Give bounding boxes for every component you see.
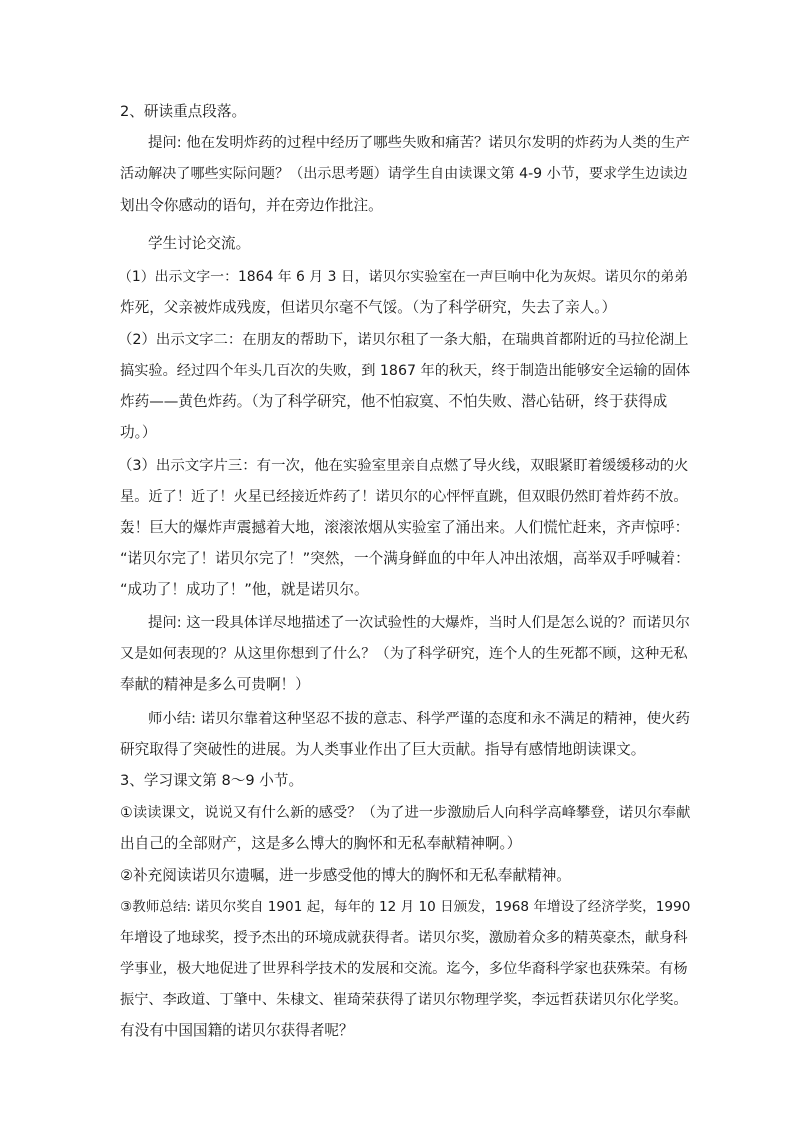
paragraph-line: 提问: 他在发明炸药的过程中经历了哪些失败和痛苦？诺贝尔发明的炸药为人类的生产 bbox=[148, 135, 690, 151]
paragraph-line: ②补充阅读诺贝尔遗嘱，进一步感受他的博大的胸怀和无私奉献精神。 bbox=[120, 867, 571, 884]
paragraph-line: 炸死，父亲被炸成残废，但诺贝尔毫不气馁。（为了科学研究，失去了亲人。） bbox=[120, 299, 617, 316]
paragraph-line: “诺贝尔完了！诺贝尔完了！”突然，一个满身鲜血的中年人冲出浓烟，高举双手呼喊着： bbox=[120, 550, 690, 567]
paragraph-line: 有没有中国国籍的诺贝尔获得者呢？ bbox=[120, 1022, 354, 1039]
paragraph-line: 炸药——黄色炸药。（为了科学研究，他不怕寂寞、不怕失败、潜心钻研，终于获得成 bbox=[120, 393, 668, 410]
paragraph-line: 学生讨论交流。 bbox=[148, 235, 251, 252]
paragraph-line: 功。） bbox=[120, 424, 157, 441]
paragraph-line: 师小结: 诺贝尔靠着这种坚忍不拔的意志、科学严谨的态度和永不满足的精神，使火药 bbox=[148, 711, 690, 727]
paragraph-line: 轰！巨大的爆炸声震撼着大地，滚滚浓烟从实验室了涌出来。人们慌忙赶来，齐声惊呼： bbox=[120, 519, 690, 536]
paragraph-line: 提问: 这一段具体详尽地描述了一次试验性的大爆炸，当时人们是怎么说的？而诺贝尔 bbox=[148, 615, 690, 631]
paragraph-line: 学事业，极大地促进了世界科学技术的发展和交流。迄今，多位华裔科学家也获殊荣。有杨 bbox=[120, 961, 688, 977]
paragraph-line: （1）出示文字一：1864 年 6 月 3 日，诺贝尔实验室在一声巨响中化为灰烬。诺贝尔的弟弟 bbox=[118, 269, 689, 285]
paragraph-line: （3）出示文字片三：有一次，他在实验室里亲自点燃了导火线，双眼紧盯着缓缓移动的火 bbox=[118, 458, 689, 474]
paragraph-line: 活动解决了哪些实际问题？（出示思考题）请学生自由读课文第 4-9 小节，要求学生边读边 bbox=[120, 166, 688, 182]
paragraph-line: 出自己的全部财产，这是多么博大的胸怀和无私奉献精神啊。） bbox=[120, 835, 522, 852]
paragraph-line: 搞实验。经过四个年头几百次的失败，到 1867 年的秋天，终于制造出能够安全运输的固体 bbox=[120, 363, 691, 379]
paragraph-line: 划出令你感动的语句，并在旁边作批注。 bbox=[120, 197, 383, 214]
paragraph-line: ①读读课文，说说又有什么新的感受？（为了进一步激励后人向科学高峰攀登，诺贝尔奉献 bbox=[120, 805, 691, 821]
paragraph-line: “成功了！成功了！”他，就是诺贝尔。 bbox=[120, 581, 369, 598]
paragraph-line: 振宁、李政道、丁肇中、朱棣文、崔琦荣获得了诺贝尔物理学奖，李远哲获诺贝尔化学奖。 bbox=[120, 992, 688, 1008]
paragraph-line: （2）出示文字二：在朋友的帮助下，诺贝尔租了一条大船，在瑞典首都附近的马拉伦湖上 bbox=[118, 332, 689, 348]
paragraph-line: 年增设了地球奖，授予杰出的环境成就获得者。诺贝尔奖，激励着众多的精英豪杰，献身科 bbox=[120, 930, 688, 946]
paragraph-line: ③教师总结: 诺贝尔奖自 1901 起，每年的 12 月 10 日颁发，1968 年增设了经济学奖，1990 bbox=[120, 899, 691, 915]
paragraph-line: 星。近了！近了！火星已经接近炸药了！诺贝尔的心怦怦直跳，但双眼仍然盯着炸药不放。 bbox=[120, 489, 688, 505]
section-heading: 3、学习课文第 8～9 小节。 bbox=[120, 772, 304, 789]
paragraph-line: 又是如何表现的？从这里你想到了什么？（为了科学研究，连个人的生死都不顾，这种无私 bbox=[120, 646, 688, 662]
paragraph-line: 奉献的精神是多么可贵啊！） bbox=[120, 676, 310, 693]
section-heading: 2、研读重点段落。 bbox=[120, 103, 247, 120]
paragraph-line: 研究取得了突破性的进展。为人类事业作出了巨大贡献。指导有感情地朗读课文。 bbox=[120, 741, 646, 758]
